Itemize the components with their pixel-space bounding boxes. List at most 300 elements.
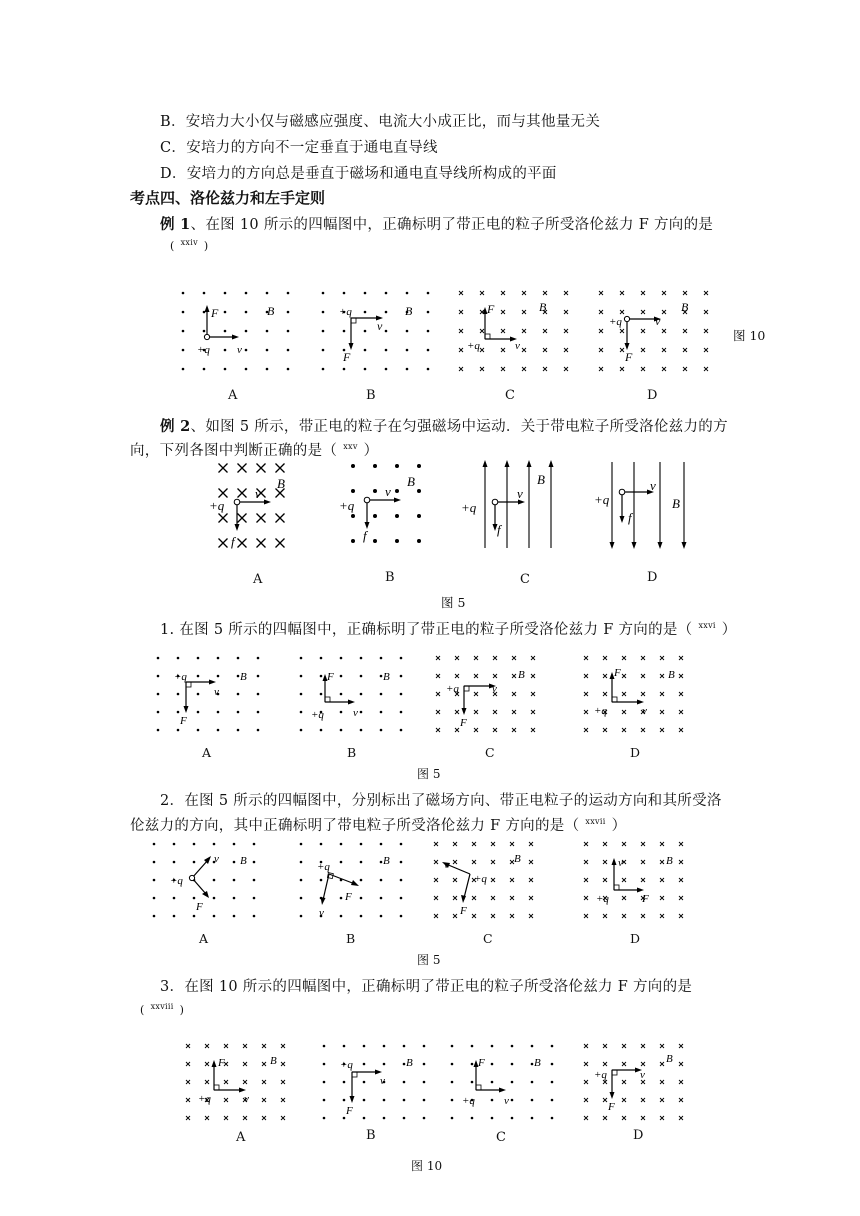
field-label: B xyxy=(537,472,545,487)
field-cross xyxy=(679,1044,683,1048)
velocity-label: v xyxy=(319,907,324,919)
field-dot xyxy=(157,693,160,696)
field-label: B xyxy=(405,304,413,318)
field-cross xyxy=(453,896,457,900)
option-b: B．安培力大小仅与磁感应强度、电流大小成正比，而与其他量无关 xyxy=(160,114,601,130)
field-cross xyxy=(472,896,476,900)
field-dot xyxy=(213,843,216,846)
field-cross xyxy=(459,310,463,314)
field-dot xyxy=(245,330,248,333)
field-cross xyxy=(512,674,516,678)
field-cross xyxy=(257,539,266,548)
field-cross xyxy=(704,348,708,352)
field-cross xyxy=(660,842,664,846)
field-dot xyxy=(300,861,303,864)
field-dot xyxy=(257,675,260,678)
field-cross xyxy=(679,1062,683,1066)
field-dot xyxy=(177,657,180,660)
dot-field xyxy=(323,1045,426,1120)
force-label: F xyxy=(345,891,352,903)
field-dot xyxy=(322,330,325,333)
field-dot xyxy=(395,489,399,493)
field-dot xyxy=(217,711,220,714)
field-cross xyxy=(543,348,547,352)
field-dot xyxy=(360,843,363,846)
field-cross xyxy=(641,656,645,660)
ex1-panel-c xyxy=(455,285,580,380)
field-cross xyxy=(584,728,588,732)
field-dot xyxy=(360,729,363,732)
field-dot xyxy=(360,711,363,714)
field-dot xyxy=(266,349,269,352)
q1-label-b: B xyxy=(347,745,357,760)
question-2-body: 伦兹力的方向，其中正确标明了带电粒子所受洛伦兹力 F 方向的是（ xyxy=(130,818,580,834)
force-label: F xyxy=(211,306,219,320)
field-cross xyxy=(641,329,645,333)
field-dot xyxy=(203,330,206,333)
field-dot xyxy=(406,368,409,371)
charge-label: +q xyxy=(340,1059,353,1071)
force-label: F xyxy=(180,715,187,727)
field-dot xyxy=(343,368,346,371)
ex2-label-d: D xyxy=(647,570,658,585)
velocity-label: v xyxy=(380,1075,385,1087)
paren-close: ） xyxy=(611,818,627,834)
velocity-label: v xyxy=(353,707,358,719)
field-dot xyxy=(427,292,430,295)
field-cross xyxy=(531,674,535,678)
field-dot xyxy=(406,330,409,333)
field-cross xyxy=(501,367,505,371)
field-cross xyxy=(584,1098,588,1102)
field-cross xyxy=(543,291,547,295)
field-dot xyxy=(253,879,256,882)
field-dot xyxy=(551,1081,554,1084)
velocity-label: v xyxy=(444,859,449,871)
field-cross xyxy=(660,1062,664,1066)
field-cross xyxy=(262,1116,266,1120)
force-label: f xyxy=(628,510,632,525)
field-dot xyxy=(471,1045,474,1048)
charge-label: +q xyxy=(339,498,355,513)
field-cross xyxy=(683,329,687,333)
field-cross xyxy=(281,1098,285,1102)
field-dot xyxy=(203,368,206,371)
field-dot xyxy=(157,675,160,678)
ex1-panel-a xyxy=(175,285,300,380)
field-dot xyxy=(383,1099,386,1102)
charge-label: +q xyxy=(467,340,480,352)
dot-field xyxy=(300,843,403,918)
field-dot xyxy=(237,729,240,732)
field-cross xyxy=(641,291,645,295)
field-dot xyxy=(380,861,383,864)
field-dot xyxy=(213,897,216,900)
field-dot xyxy=(287,292,290,295)
field-cross xyxy=(281,1080,285,1084)
charge-label: +q xyxy=(198,1093,211,1105)
q2-panel-a xyxy=(148,838,260,928)
force-label: F xyxy=(642,893,649,905)
field-cross xyxy=(584,1062,588,1066)
field-dot xyxy=(253,915,256,918)
field-dot xyxy=(531,1063,534,1066)
field-cross xyxy=(641,692,645,696)
field-cross xyxy=(474,656,478,660)
field-cross xyxy=(459,329,463,333)
field-cross xyxy=(603,842,607,846)
field-dot xyxy=(193,897,196,900)
field-dot xyxy=(153,879,156,882)
q2-label-d: D xyxy=(630,931,641,946)
ex1-panel-d xyxy=(595,285,720,380)
field-cross xyxy=(529,860,533,864)
field-cross xyxy=(491,842,495,846)
paren-close: ） xyxy=(721,622,737,638)
field-cross xyxy=(704,329,708,333)
field-dot xyxy=(364,368,367,371)
field-cross xyxy=(679,710,683,714)
field-cross xyxy=(474,710,478,714)
field-dot xyxy=(300,693,303,696)
field-cross xyxy=(459,367,463,371)
field-dot xyxy=(423,1117,426,1120)
field-cross xyxy=(620,310,624,314)
field-dot xyxy=(351,514,355,518)
field-label: B xyxy=(518,669,525,681)
field-dot xyxy=(551,1099,554,1102)
field-cross xyxy=(453,878,457,882)
field-cross xyxy=(584,710,588,714)
field-dot xyxy=(417,514,421,518)
field-dot xyxy=(343,1081,346,1084)
field-dot xyxy=(237,675,240,678)
field-dot xyxy=(451,1117,454,1120)
field-dot xyxy=(423,1081,426,1084)
velocity-label: v xyxy=(650,478,656,493)
charge-label: +q xyxy=(461,500,477,515)
force-label: f xyxy=(497,522,501,537)
field-dot xyxy=(182,311,185,314)
question-2-text-2 xyxy=(130,814,626,835)
field-cross xyxy=(512,710,516,714)
field-dot xyxy=(257,657,260,660)
field-cross xyxy=(584,656,588,660)
field-label: B xyxy=(277,476,285,491)
field-cross xyxy=(704,291,708,295)
field-cross xyxy=(238,514,247,523)
field-cross xyxy=(459,291,463,295)
field-dot xyxy=(427,368,430,371)
field-dot xyxy=(233,897,236,900)
field-dot xyxy=(427,330,430,333)
field-cross xyxy=(622,1062,626,1066)
field-dot xyxy=(380,915,383,918)
field-cross xyxy=(224,1116,228,1120)
cross-field xyxy=(459,291,568,371)
field-cross xyxy=(276,514,285,523)
field-label: B xyxy=(383,855,390,867)
field-cross xyxy=(622,878,626,882)
field-cross xyxy=(584,674,588,678)
field-cross xyxy=(522,367,526,371)
field-cross xyxy=(472,914,476,918)
field-dot xyxy=(193,915,196,918)
field-dot xyxy=(322,349,325,352)
field-dot xyxy=(551,1063,554,1066)
field-cross xyxy=(491,860,495,864)
example-2-label: 例 2 xyxy=(160,418,191,435)
field-dot xyxy=(245,292,248,295)
field-cross xyxy=(679,878,683,882)
field-dot xyxy=(471,1063,474,1066)
field-dot xyxy=(351,464,355,468)
example-1-label: 例 1 xyxy=(160,216,191,233)
field-cross xyxy=(205,1116,209,1120)
dot-field xyxy=(157,657,260,732)
field-dot xyxy=(233,879,236,882)
option-d: D．安培力的方向总是垂直于磁场和通电直导线所构成的平面 xyxy=(160,166,557,182)
field-cross xyxy=(679,728,683,732)
field-dot xyxy=(380,729,383,732)
field-cross xyxy=(501,291,505,295)
field-dot xyxy=(157,729,160,732)
field-cross xyxy=(434,914,438,918)
field-cross xyxy=(186,1062,190,1066)
field-dot xyxy=(427,349,430,352)
field-cross xyxy=(522,329,526,333)
field-cross xyxy=(679,692,683,696)
field-dot xyxy=(322,311,325,314)
paren-open: ( xyxy=(140,1003,145,1017)
field-dot xyxy=(177,693,180,696)
field-dot xyxy=(257,711,260,714)
field-label: B xyxy=(666,855,673,867)
field-dot xyxy=(385,292,388,295)
field-dot xyxy=(531,1045,534,1048)
force-label: F xyxy=(478,1057,485,1069)
velocity-label: v xyxy=(640,1069,645,1081)
field-dot xyxy=(364,311,367,314)
field-dot xyxy=(363,1099,366,1102)
section-title: 考点四、洛伦兹力和左手定则 xyxy=(130,189,326,207)
field-cross xyxy=(491,914,495,918)
q3-panel-b xyxy=(318,1040,430,1130)
velocity-label: v xyxy=(214,686,219,698)
question-3-text: 3．在图 10 所示的四幅图中，正确标明了带正电的粒子所受洛伦兹力 F 方向的是 xyxy=(160,979,693,995)
field-cross xyxy=(529,896,533,900)
field-cross xyxy=(603,674,607,678)
velocity-label: v xyxy=(385,484,391,499)
field-cross xyxy=(584,1116,588,1120)
field-cross xyxy=(599,367,603,371)
field-cross xyxy=(531,656,535,660)
field-cross xyxy=(584,878,588,882)
field-dot xyxy=(471,1117,474,1120)
field-dot xyxy=(153,897,156,900)
field-dot xyxy=(287,311,290,314)
field-cross xyxy=(564,348,568,352)
field-label: B xyxy=(668,669,675,681)
field-cross xyxy=(584,1044,588,1048)
field-dot xyxy=(266,330,269,333)
field-dot xyxy=(406,349,409,352)
field-cross xyxy=(219,464,228,473)
field-dot xyxy=(237,657,240,660)
field-cross xyxy=(662,310,666,314)
force-label: F xyxy=(614,667,621,679)
field-dot xyxy=(217,729,220,732)
field-dot xyxy=(385,349,388,352)
field-cross xyxy=(529,878,533,882)
field-dot xyxy=(300,915,303,918)
field-dot xyxy=(400,843,403,846)
field-cross xyxy=(480,291,484,295)
force-label: F xyxy=(343,350,351,364)
velocity-label: v xyxy=(517,486,523,501)
q2-panel-b xyxy=(295,838,407,928)
charge-label: +q xyxy=(197,344,210,356)
field-cross xyxy=(584,1080,588,1084)
endnote-ref: xxiv xyxy=(180,238,198,247)
field-dot xyxy=(400,915,403,918)
field-cross xyxy=(662,291,666,295)
field-cross xyxy=(620,291,624,295)
field-dot xyxy=(383,1117,386,1120)
field-cross xyxy=(660,914,664,918)
charge-label: +q xyxy=(311,709,324,721)
field-dot xyxy=(427,311,430,314)
field-dot xyxy=(320,729,323,732)
field-cross xyxy=(205,1080,209,1084)
field-dot xyxy=(197,711,200,714)
field-cross xyxy=(276,464,285,473)
velocity-label: v xyxy=(237,344,242,356)
field-cross xyxy=(434,860,438,864)
field-cross xyxy=(679,914,683,918)
field-dot xyxy=(395,464,399,468)
field-cross xyxy=(510,842,514,846)
q1-panel-c xyxy=(432,652,544,742)
field-cross xyxy=(453,860,457,864)
field-dot xyxy=(363,1063,366,1066)
field-dot xyxy=(451,1045,454,1048)
field-cross xyxy=(679,896,683,900)
field-dot xyxy=(364,292,367,295)
field-cross xyxy=(641,1098,645,1102)
force-label: F xyxy=(218,1057,225,1069)
field-dot xyxy=(380,657,383,660)
field-label: B xyxy=(240,671,247,683)
field-cross xyxy=(243,1044,247,1048)
field-dot xyxy=(451,1063,454,1066)
field-dot xyxy=(224,311,227,314)
field-cross xyxy=(436,674,440,678)
field-dot xyxy=(340,675,343,678)
field-cross xyxy=(662,329,666,333)
field-dot xyxy=(182,368,185,371)
ex2-label-c: C xyxy=(520,572,530,587)
field-dot xyxy=(364,349,367,352)
field-dot xyxy=(531,1081,534,1084)
field-dot xyxy=(360,675,363,678)
field-cross xyxy=(679,1116,683,1120)
field-cross xyxy=(641,367,645,371)
field-dot xyxy=(491,1045,494,1048)
field-dot xyxy=(417,489,421,493)
q2-panel-d xyxy=(580,838,692,928)
field-cross xyxy=(501,329,505,333)
field-cross xyxy=(543,367,547,371)
field-dot xyxy=(395,514,399,518)
field-dot xyxy=(383,1063,386,1066)
q3-label-a: A xyxy=(236,1130,246,1145)
option-c: C．安培力的方向不一定垂直于通电直导线 xyxy=(160,140,438,156)
field-cross xyxy=(531,692,535,696)
field-dot xyxy=(300,729,303,732)
field-dot xyxy=(423,1099,426,1102)
field-dot xyxy=(157,657,160,660)
field-dot xyxy=(343,1099,346,1102)
ex2-fig-caption: 图 5 xyxy=(441,595,466,610)
field-dot xyxy=(363,1117,366,1120)
charge-label: +q xyxy=(609,316,622,328)
field-dot xyxy=(323,1081,326,1084)
field-dot xyxy=(177,711,180,714)
field-dot xyxy=(182,292,185,295)
field-dot xyxy=(363,1045,366,1048)
field-cross xyxy=(641,728,645,732)
field-cross xyxy=(683,291,687,295)
field-cross xyxy=(453,914,457,918)
field-dot xyxy=(340,711,343,714)
field-dot xyxy=(373,489,377,493)
question-1-text xyxy=(160,618,737,639)
field-cross xyxy=(584,842,588,846)
field-cross xyxy=(660,1080,664,1084)
field-cross xyxy=(622,656,626,660)
field-cross xyxy=(641,914,645,918)
field-cross xyxy=(679,1080,683,1084)
field-dot xyxy=(380,675,383,678)
field-cross xyxy=(491,878,495,882)
field-dot xyxy=(380,711,383,714)
example-1-answer-blank xyxy=(170,238,209,253)
field-dot xyxy=(351,489,355,493)
field-dot xyxy=(531,1117,534,1120)
field-cross xyxy=(219,539,228,548)
field-cross xyxy=(641,1062,645,1066)
field-cross xyxy=(436,692,440,696)
field-cross xyxy=(622,1116,626,1120)
q3-panel-d xyxy=(580,1040,692,1130)
field-cross xyxy=(622,896,626,900)
field-cross xyxy=(641,842,645,846)
field-cross xyxy=(512,728,516,732)
field-dot xyxy=(320,675,323,678)
field-dot xyxy=(511,1081,514,1084)
field-dot xyxy=(395,539,399,543)
field-dot xyxy=(153,915,156,918)
paren-close: ) xyxy=(203,239,209,253)
endnote-ref: xxviii xyxy=(150,1002,174,1011)
q1-panel-d xyxy=(580,652,692,742)
field-cross xyxy=(455,710,459,714)
field-cross xyxy=(501,348,505,352)
question-3-answer-blank xyxy=(140,1002,184,1017)
field-cross xyxy=(186,1116,190,1120)
field-dot xyxy=(491,1063,494,1066)
